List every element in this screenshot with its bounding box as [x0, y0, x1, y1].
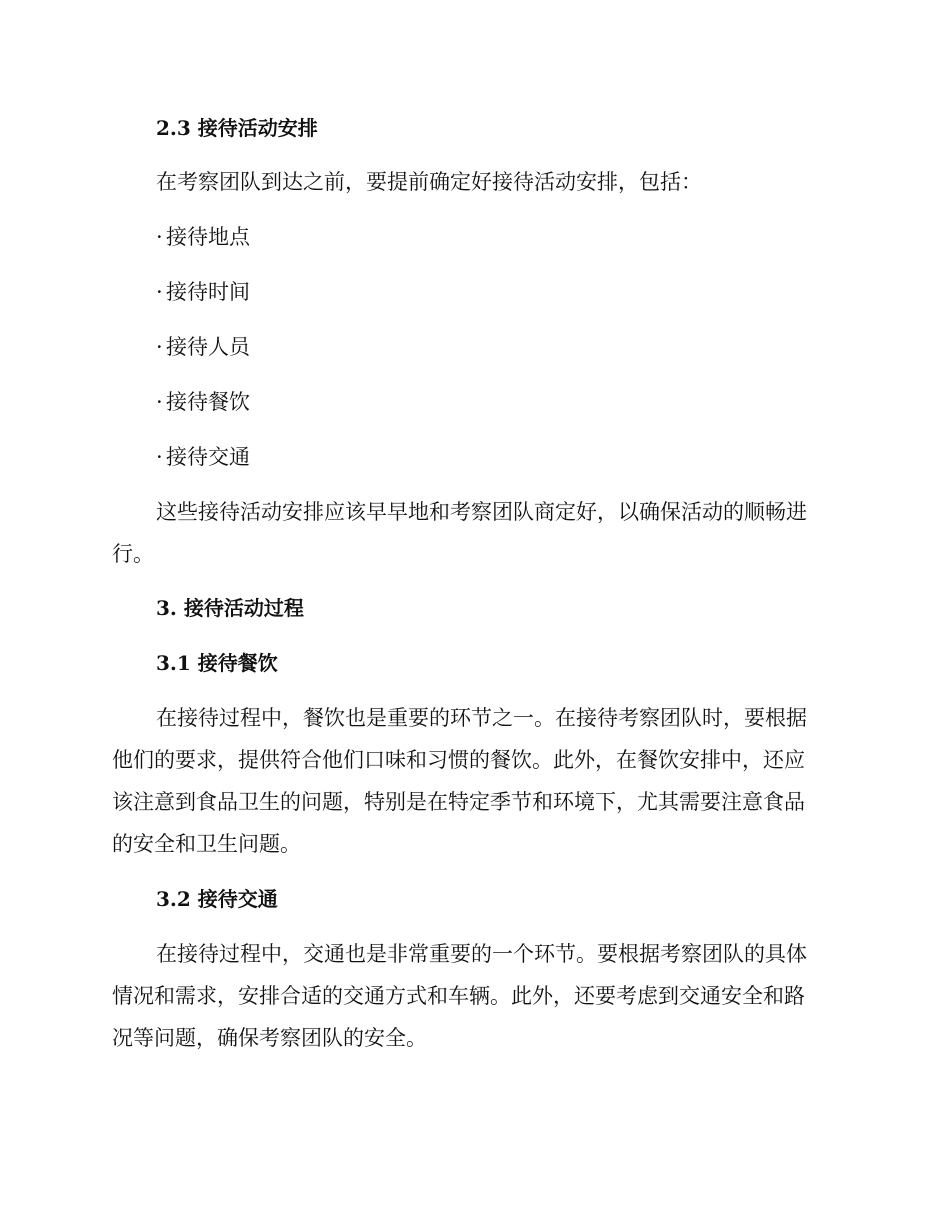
bullet-dot: ·: [156, 280, 163, 304]
section-3-1-paragraph-line: 该注意到食品卫生的问题，特别是在特定季节和环境下，尤其需要注意食品: [112, 790, 805, 814]
section-3-title: 3. 接待活动过程: [156, 596, 304, 620]
bullet-item: [156, 332, 250, 362]
bullet-text: 接待时间: [166, 280, 250, 304]
section-3-1-paragraph-line: 他们的要求，提供符合他们口味和习惯的餐饮。此外，在餐饮安排中，还应: [112, 748, 805, 772]
bullet-dot: ·: [156, 390, 163, 414]
bullet-dot: ·: [156, 445, 163, 469]
bullet-item: [156, 277, 250, 307]
bullet-text: 接待交通: [166, 445, 250, 469]
section-3-2-paragraph-line: 况等问题，确保考察团队的安全。: [112, 1026, 427, 1050]
section-3-2-paragraph-line: 情况和需求，安排合适的交通方式和车辆。此外，还要考虑到交通安全和路: [112, 984, 805, 1008]
section-3-2-title: 3.2 接待交通: [156, 887, 278, 911]
bullet-item: [156, 442, 250, 472]
section-2-3-title: 2.3 接待活动安排: [156, 116, 318, 140]
section-3-1-title: 3.1 接待餐饮: [156, 651, 278, 675]
bullet-text: 接待地点: [166, 225, 250, 249]
bullet-item: [156, 387, 250, 417]
section-3-1-paragraph-line: 的安全和卫生问题。: [112, 832, 301, 856]
section-2-3-closing-line: 这些接待活动安排应该早早地和考察团队商定好，以确保活动的顺畅进: [156, 500, 807, 524]
bullet-dot: ·: [156, 225, 163, 249]
bullet-text: 接待餐饮: [166, 390, 250, 414]
section-2-3-closing-line: 行。: [112, 542, 154, 566]
section-2-3-intro: 在考察团队到达之前，要提前确定好接待活动安排，包括：: [156, 170, 702, 194]
section-3-1-paragraph-line: 在接待过程中，餐饮也是重要的环节之一。在接待考察团队时，要根据: [156, 706, 807, 730]
section-3-2-paragraph-line: 在接待过程中，交通也是非常重要的一个环节。要根据考察团队的具体: [156, 942, 807, 966]
bullet-text: 接待人员: [166, 335, 250, 359]
bullet-item: [156, 222, 250, 252]
bullet-dot: ·: [156, 335, 163, 359]
